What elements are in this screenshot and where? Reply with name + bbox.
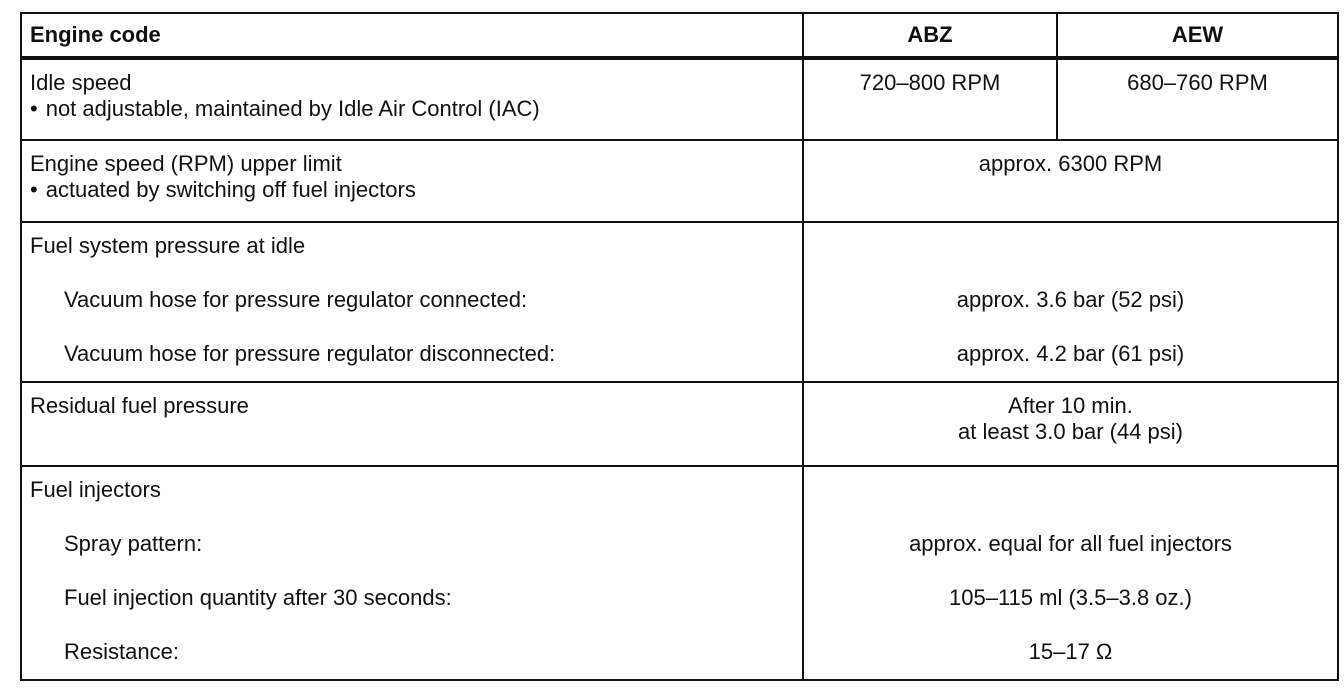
idle-speed-label-cell [21, 58, 803, 140]
idle-speed-aew: 680–760 RPM [1057, 58, 1338, 140]
fuel-injectors-row [21, 466, 1338, 680]
abz-header: ABZ [803, 13, 1057, 58]
residual-pressure-value-2: at least 3.0 bar (44 psi) [957, 419, 1183, 444]
vacuum-connected-value: approx. 3.6 bar (52 psi) [956, 287, 1185, 312]
fuel-injectors-label: Fuel injectors [30, 477, 161, 502]
vacuum-connected-label: Vacuum hose for pressure regulator connected: [64, 287, 528, 312]
idle-speed-label: Idle speed [30, 70, 132, 95]
resistance-label: Resistance: [64, 639, 179, 664]
header-row [21, 13, 1338, 58]
fuel-injectors-values-cell [803, 466, 1338, 680]
idle-speed-row [21, 58, 1338, 140]
rpm-limit-note: • actuated by switching off fuel injectors [30, 177, 794, 203]
residual-pressure-row [21, 382, 1338, 466]
injection-quantity-label: Fuel injection quantity after 30 seconds: [64, 585, 452, 610]
residual-pressure-value-cell [803, 382, 1338, 466]
spray-pattern-value: approx. equal for all fuel injectors [909, 531, 1232, 556]
fuel-pressure-label: Fuel system pressure at idle [30, 233, 306, 258]
injection-quantity-value: 105–115 ml (3.5–3.8 oz.) [949, 585, 1192, 610]
rpm-limit-label-cell [21, 140, 803, 222]
rpm-limit-value: approx. 6300 RPM [803, 140, 1338, 222]
vacuum-disconnected-label: Vacuum hose for pressure regulator disconnected: [64, 341, 556, 366]
fuel-pressure-row [21, 222, 1338, 382]
rpm-limit-label: Engine speed (RPM) upper limit [30, 151, 342, 176]
engine-code-header: Engine code [21, 13, 803, 58]
aew-header: AEW [1057, 13, 1338, 58]
vacuum-disconnected-value: approx. 4.2 bar (61 psi) [956, 341, 1185, 366]
fuel-injectors-label-cell [21, 466, 803, 680]
resistance-value: 15–17 Ω [1028, 639, 1113, 664]
idle-speed-note: • not adjustable, maintained by Idle Air Control (IAC) [30, 96, 794, 122]
spray-pattern-label: Spray pattern: [64, 531, 203, 556]
engine-spec-table [20, 12, 1339, 681]
idle-speed-abz: 720–800 RPM [803, 58, 1057, 140]
residual-pressure-label: Residual fuel pressure [21, 382, 803, 466]
residual-pressure-value-1: After 10 min. [1008, 393, 1133, 418]
rpm-limit-row [21, 140, 1338, 222]
fuel-pressure-label-cell [21, 222, 803, 382]
fuel-pressure-values-cell [803, 222, 1338, 382]
